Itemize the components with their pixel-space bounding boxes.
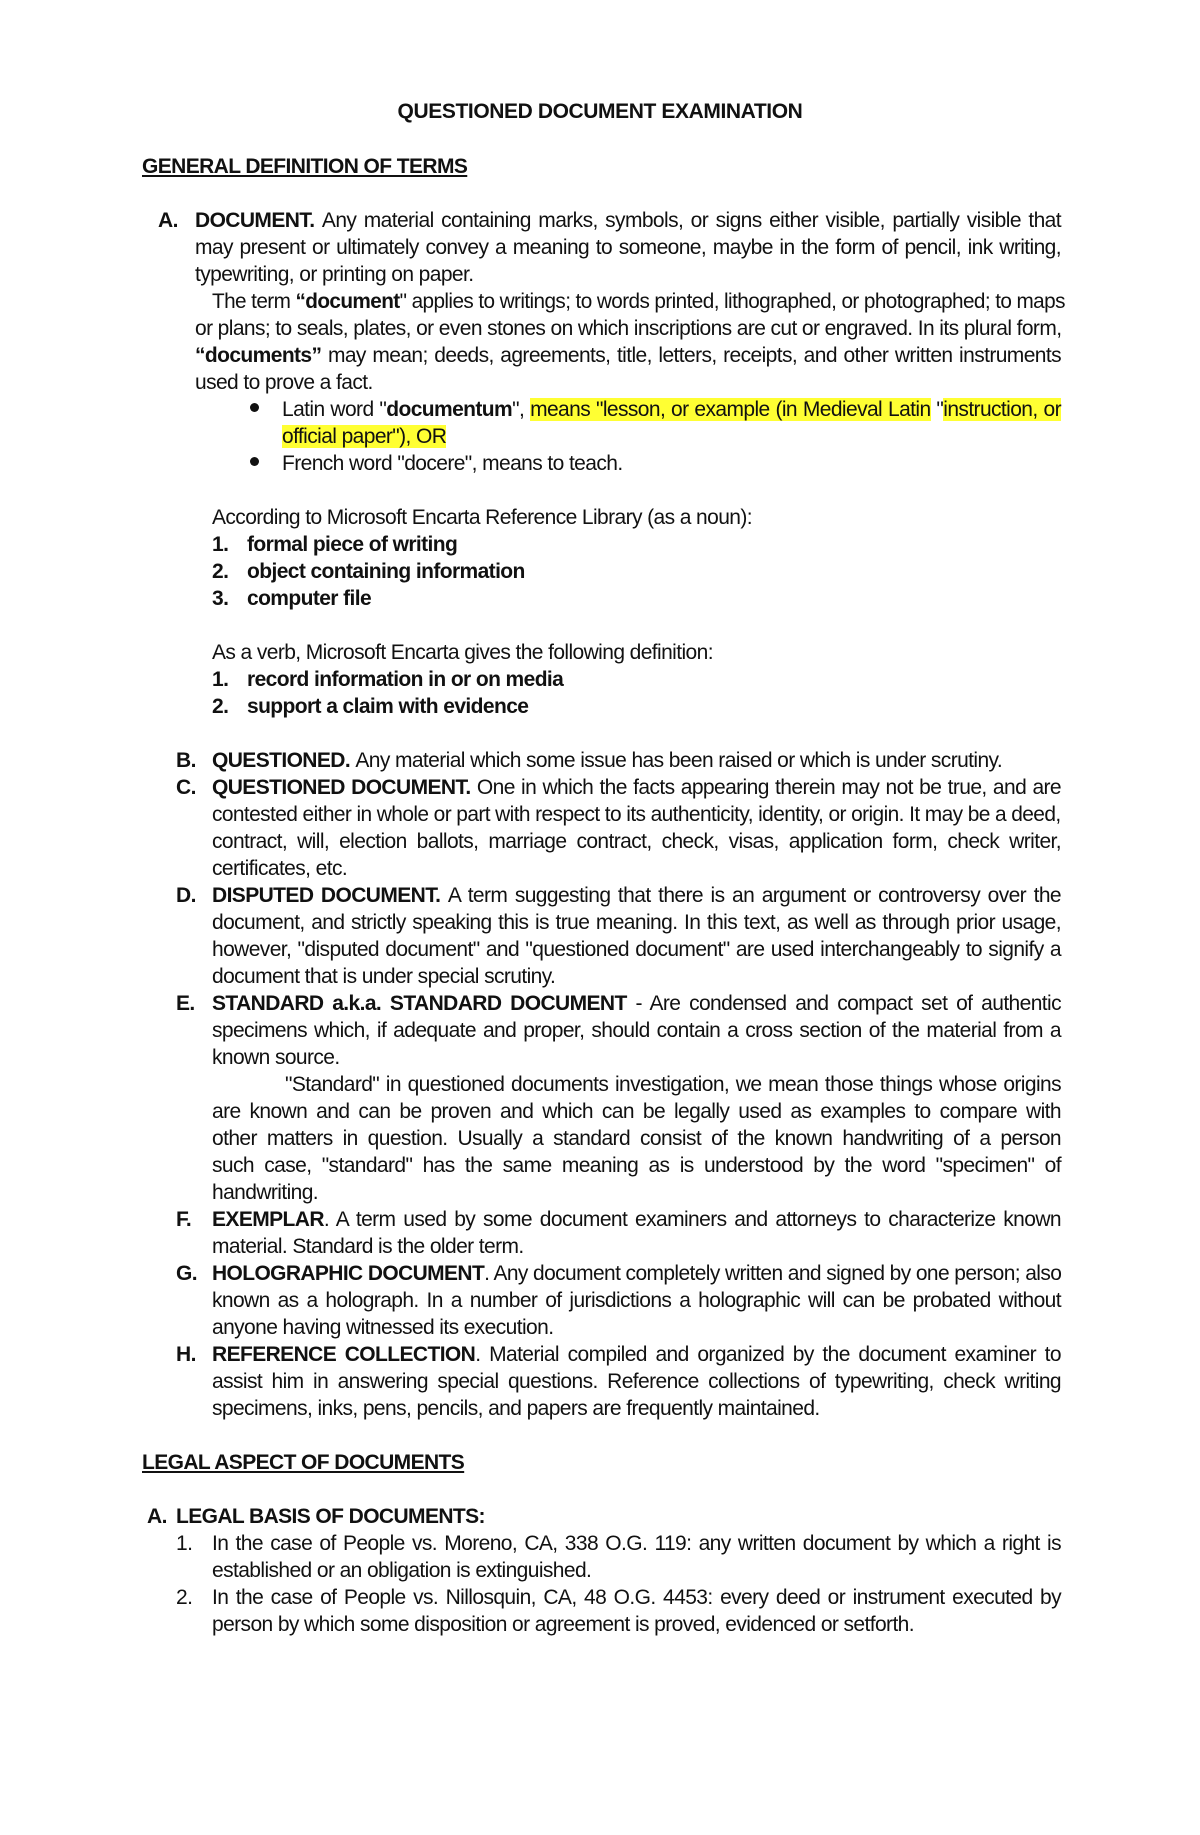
item-d-text: A term suggesting that there is an argument or controversy over the	[447, 884, 1062, 907]
item-h-line-1	[212, 1341, 1061, 1368]
page-title: QUESTIONED DOCUMENT EXAMINATION	[397, 100, 803, 123]
noun-list-item: computer file	[247, 587, 372, 610]
encarta-noun-intro: According to Microsoft Encarta Reference Library (as a noun):	[212, 506, 752, 529]
item-g-marker: G.	[176, 1262, 197, 1285]
item-h-term: REFERENCE COLLECTION	[212, 1343, 476, 1366]
item-c-marker: C.	[176, 776, 196, 799]
verb-list-num: 2.	[212, 695, 229, 718]
item-h-marker: H.	[176, 1343, 196, 1366]
item-e-line-3: known source.	[212, 1046, 340, 1069]
item-g-line-3: anyone having witnessed its execution.	[212, 1316, 554, 1339]
item-f-line-1	[212, 1206, 1061, 1233]
item-b-marker: B.	[176, 749, 196, 772]
item-b-line-1	[212, 747, 1002, 774]
item-e-line-2: specimens which, if adequate and proper, should contain a cross section of the material from a	[212, 1019, 1061, 1042]
item-e-text: - Are condensed and compact set of authentic	[626, 992, 1061, 1015]
item-a-line-3: typewriting, or printing on paper.	[195, 263, 474, 286]
bullet-latin-line-1	[282, 396, 1061, 423]
legal-item-line-2: person by which some disposition or agreement is proved, evidenced or setforth.	[212, 1613, 914, 1636]
legal-item-num: 2.	[176, 1586, 193, 1609]
noun-list-num: 1.	[212, 533, 229, 556]
item-h-line-3: specimens, inks, pens, pencils, and papers are frequently maintained.	[212, 1397, 820, 1420]
item-a-marker: A.	[158, 209, 178, 232]
term-documents-text: may mean; deeds, agreements, title, letters, receipts, and other written instruments	[321, 344, 1061, 367]
item-c-line-4: certificates, etc.	[212, 857, 348, 880]
item-d-line-1	[212, 882, 1061, 909]
highlight-official-paper: official paper"), OR	[282, 425, 447, 448]
item-a-paragraph-2-line-4: used to prove a fact.	[195, 371, 373, 394]
bullet-french: French word "docere", means to teach.	[282, 452, 623, 475]
item-a-paragraph-2-line-1	[212, 288, 1065, 315]
item-g-text: . Any document completely written and signed by one person; also	[484, 1262, 1062, 1285]
item-d-term: DISPUTED DOCUMENT.	[212, 884, 441, 907]
section-heading-general-definitions: GENERAL DEFINITION OF TERMS	[142, 155, 468, 178]
section-heading-legal-aspect: LEGAL ASPECT OF DOCUMENTS	[142, 1451, 465, 1474]
bullet-latin-term: documentum	[386, 398, 513, 421]
item-f-term: EXEMPLAR	[212, 1208, 324, 1231]
legal-item-line-1: In the case of People vs. Nillosquin, CA, 48 O.G. 4453: every deed or instrument executed by	[212, 1586, 1061, 1609]
legal-item-line-2: established or an obligation is extinguished.	[212, 1559, 592, 1582]
noun-list-num: 2.	[212, 560, 229, 583]
verb-list-item: record information in or on media	[247, 668, 564, 691]
item-a-line-2: may present or ultimately convey a meaning to someone, maybe in the form of pencil, ink writing,	[195, 236, 1061, 259]
item-g-term: HOLOGRAPHIC DOCUMENT	[212, 1262, 485, 1285]
item-b-text: Any material which some issue has been raised or which is under scrutiny.	[355, 749, 1003, 772]
legal-basis-marker: A.	[147, 1505, 167, 1528]
item-e-line-8: handwriting.	[212, 1181, 319, 1204]
item-e-line-4: "Standard" in questioned documents investigation, we mean those things whose origins	[285, 1073, 1061, 1096]
item-c-line-2: contested either in whole or part with respect to its authenticity, identity, or origin. It may be a deed,	[212, 803, 1061, 826]
noun-list-num: 3.	[212, 587, 229, 610]
bullet-icon	[250, 457, 259, 466]
item-g-line-1	[212, 1260, 1061, 1287]
legal-item-line-1: In the case of People vs. Moreno, CA, 338 O.G. 119: any written document by which a right is	[212, 1532, 1061, 1555]
bullet-latin-pre: Latin word "	[282, 398, 387, 421]
item-e-line-6: other matters in question. Usually a standard consist of the known handwriting of a person	[212, 1127, 1061, 1150]
noun-list-item: formal piece of writing	[247, 533, 458, 556]
bullet-latin-mid: "	[930, 398, 944, 421]
noun-list-item: object containing information	[247, 560, 525, 583]
term-intro-text: The term	[212, 290, 296, 313]
verb-list-item: support a claim with evidence	[247, 695, 529, 718]
highlight-lesson: means "lesson, or example (in Medieval Latin	[530, 398, 931, 421]
item-e-marker: E.	[176, 992, 195, 1015]
term-document: “document	[295, 290, 400, 313]
verb-list-num: 1.	[212, 668, 229, 691]
item-f-marker: F.	[176, 1208, 192, 1231]
item-c-term: QUESTIONED DOCUMENT.	[212, 776, 471, 799]
item-b-term: QUESTIONED.	[212, 749, 351, 772]
item-c-text: One in which the facts appearing therein may not be true, and are	[476, 776, 1062, 799]
item-f-text: . A term used by some document examiners and attorneys to characterize known	[323, 1208, 1061, 1231]
bullet-icon	[250, 403, 259, 412]
item-a-paragraph-2-line-2: or plans; to seals, plates, or even stones on which inscriptions are cut or engraved. In its plural form,	[195, 317, 1062, 340]
encarta-verb-intro: As a verb, Microsoft Encarta gives the following definition:	[212, 641, 713, 664]
term-document-text: " applies to writings; to words printed, lithographed, or photographed; to maps	[399, 290, 1065, 313]
term-documents: “documents”	[195, 344, 322, 367]
item-d-line-4: document that is under special scrutiny.	[212, 965, 556, 988]
legal-basis-heading: LEGAL BASIS OF DOCUMENTS:	[176, 1505, 485, 1528]
item-d-line-2: document, and strictly speaking this is true meaning. In this text, as well as through prior usage,	[212, 911, 1061, 934]
item-e-line-1	[212, 990, 1061, 1017]
item-a-line-1	[195, 207, 1061, 234]
item-h-line-2: assist him in answering special questions. Reference collections of typewriting, check writing	[212, 1370, 1061, 1393]
item-d-line-3: however, "disputed document" and "questioned document" are used interchangeably to signify a	[212, 938, 1061, 961]
legal-item-num: 1.	[176, 1532, 193, 1555]
bullet-latin-line-2	[282, 423, 446, 450]
item-e-term: STANDARD a.k.a. STANDARD DOCUMENT	[212, 992, 627, 1015]
item-a-term: DOCUMENT.	[195, 209, 315, 232]
highlight-instruction: instruction, or	[943, 398, 1061, 421]
item-h-text: . Material compiled and organized by the document examiner to	[475, 1343, 1061, 1366]
bullet-latin-post: ",	[512, 398, 531, 421]
item-e-line-7: such case, "standard" has the same meaning as is understood by the word "specimen" of	[212, 1154, 1061, 1177]
item-e-line-5: are known and can be proven and which can be legally used as examples to compare with	[212, 1100, 1061, 1123]
item-a-line-1-text: Any material containing marks, symbols, or signs either visible, partially visible that	[321, 209, 1061, 232]
item-d-marker: D.	[176, 884, 196, 907]
item-f-line-2: material. Standard is the older term.	[212, 1235, 524, 1258]
item-g-line-2: known as a holograph. In a number of jurisdictions a holographic will can be probated without	[212, 1289, 1061, 1312]
item-c-line-3: contract, will, election ballots, marriage contract, check, visas, application form, check writer,	[212, 830, 1061, 853]
item-c-line-1	[212, 774, 1061, 801]
item-a-paragraph-2-line-3	[195, 342, 1061, 369]
